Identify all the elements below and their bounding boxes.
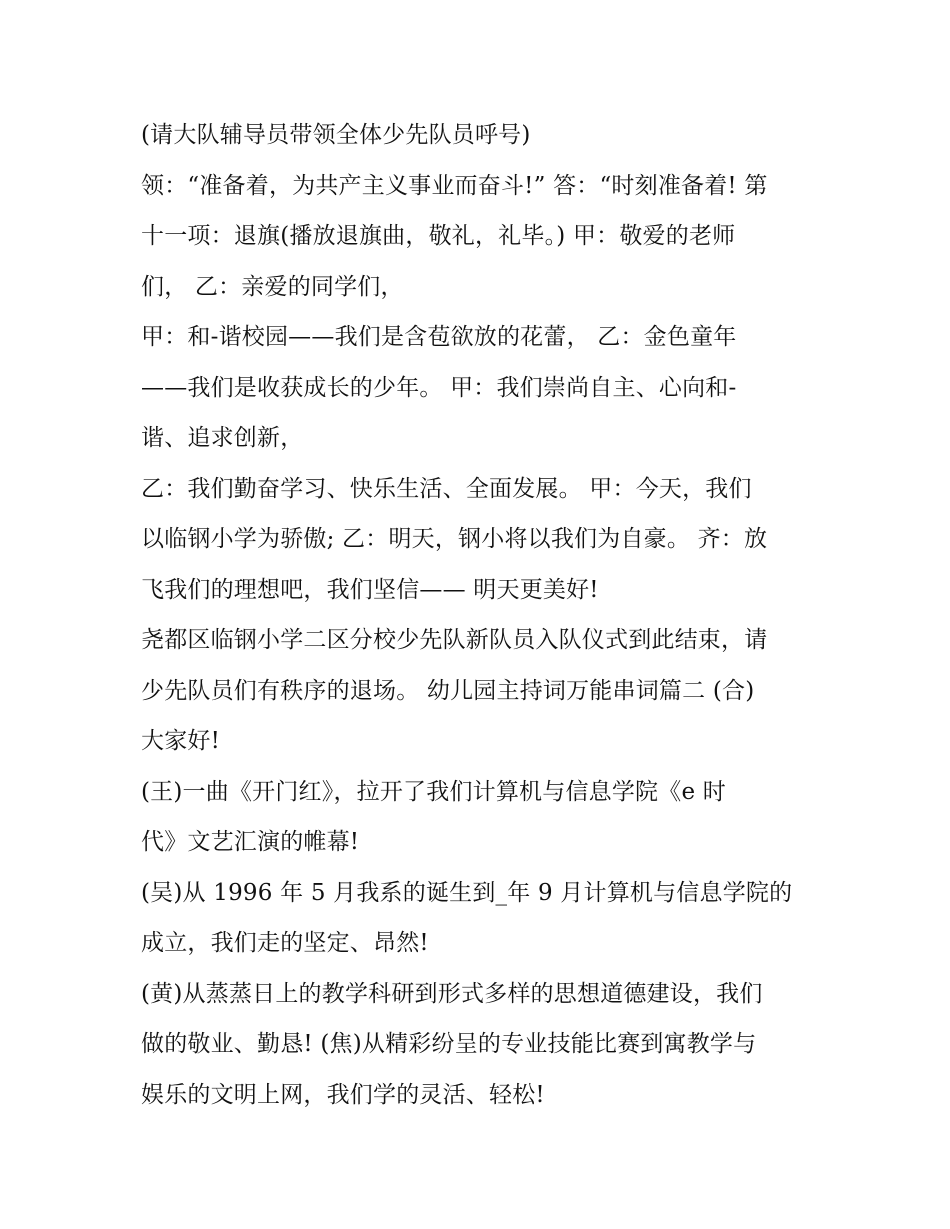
text-line-2: 领：“准备着，为共产主义事业而奋斗!” 答：“时刻准备着! 第	[141, 172, 768, 199]
text-line-10: 飞我们的理想吧，我们坚信—— 明天更美好!	[141, 576, 599, 603]
text-line-11: 尧都区临钢小学二区分校少先队新队员入队仪式到此结束，请	[141, 627, 768, 653]
text-line-8: 乙：我们勤奋学习、快乐生活、全面发展。 甲：今天，我们	[141, 475, 752, 502]
text-line-14: (王)一曲《开门红》，拉开了我们计算机与信息学院《e 时	[141, 778, 726, 805]
text-line-13: 大家好!	[141, 728, 221, 754]
text-line-1: (请大队辅导员带领全体少先队员呼号)	[141, 122, 531, 148]
text-line-16: (吴)从 1996 年 5 月我系的诞生到_年 9 月计算机与信息学院的	[141, 879, 793, 906]
text-line-9: 以临钢小学为骄傲; 乙：明天，钢小将以我们为自豪。 齐：放	[141, 526, 768, 552]
text-line-3: 十一项：退旗(播放退旗曲，敬礼，礼毕。) 甲：敬爱的老师	[141, 223, 736, 249]
text-line-15: 代》文艺汇演的帷幕!	[141, 829, 360, 855]
text-line-18: (黄)从蒸蒸日上的教学科研到形式多样的思想道德建设，我们	[141, 980, 763, 1007]
text-line-12: 少先队员们有秩序的退场。 幼儿园主持词万能串词篇二 (合)	[141, 677, 755, 704]
document-body	[141, 110, 821, 1120]
text-line-7: 谐、追求创新，	[141, 425, 304, 451]
text-line-5: 甲：和-谐校园——我们是含苞欲放的花蕾， 乙：金色童年	[141, 324, 737, 350]
text-line-4: 们， 乙：亲爱的同学们，	[141, 273, 404, 300]
text-line-6: ——我们是收获成长的少年。 甲：我们崇尚自主、心向和-	[141, 374, 737, 401]
text-line-17: 成立，我们走的坚定、昂然!	[141, 930, 429, 956]
text-line-19: 做的敬业、勤恳! (焦)从精彩纷呈的专业技能比赛到寓教学与	[141, 1031, 757, 1057]
text-line-20: 娱乐的文明上网，我们学的灵活、轻松!	[141, 1081, 545, 1108]
